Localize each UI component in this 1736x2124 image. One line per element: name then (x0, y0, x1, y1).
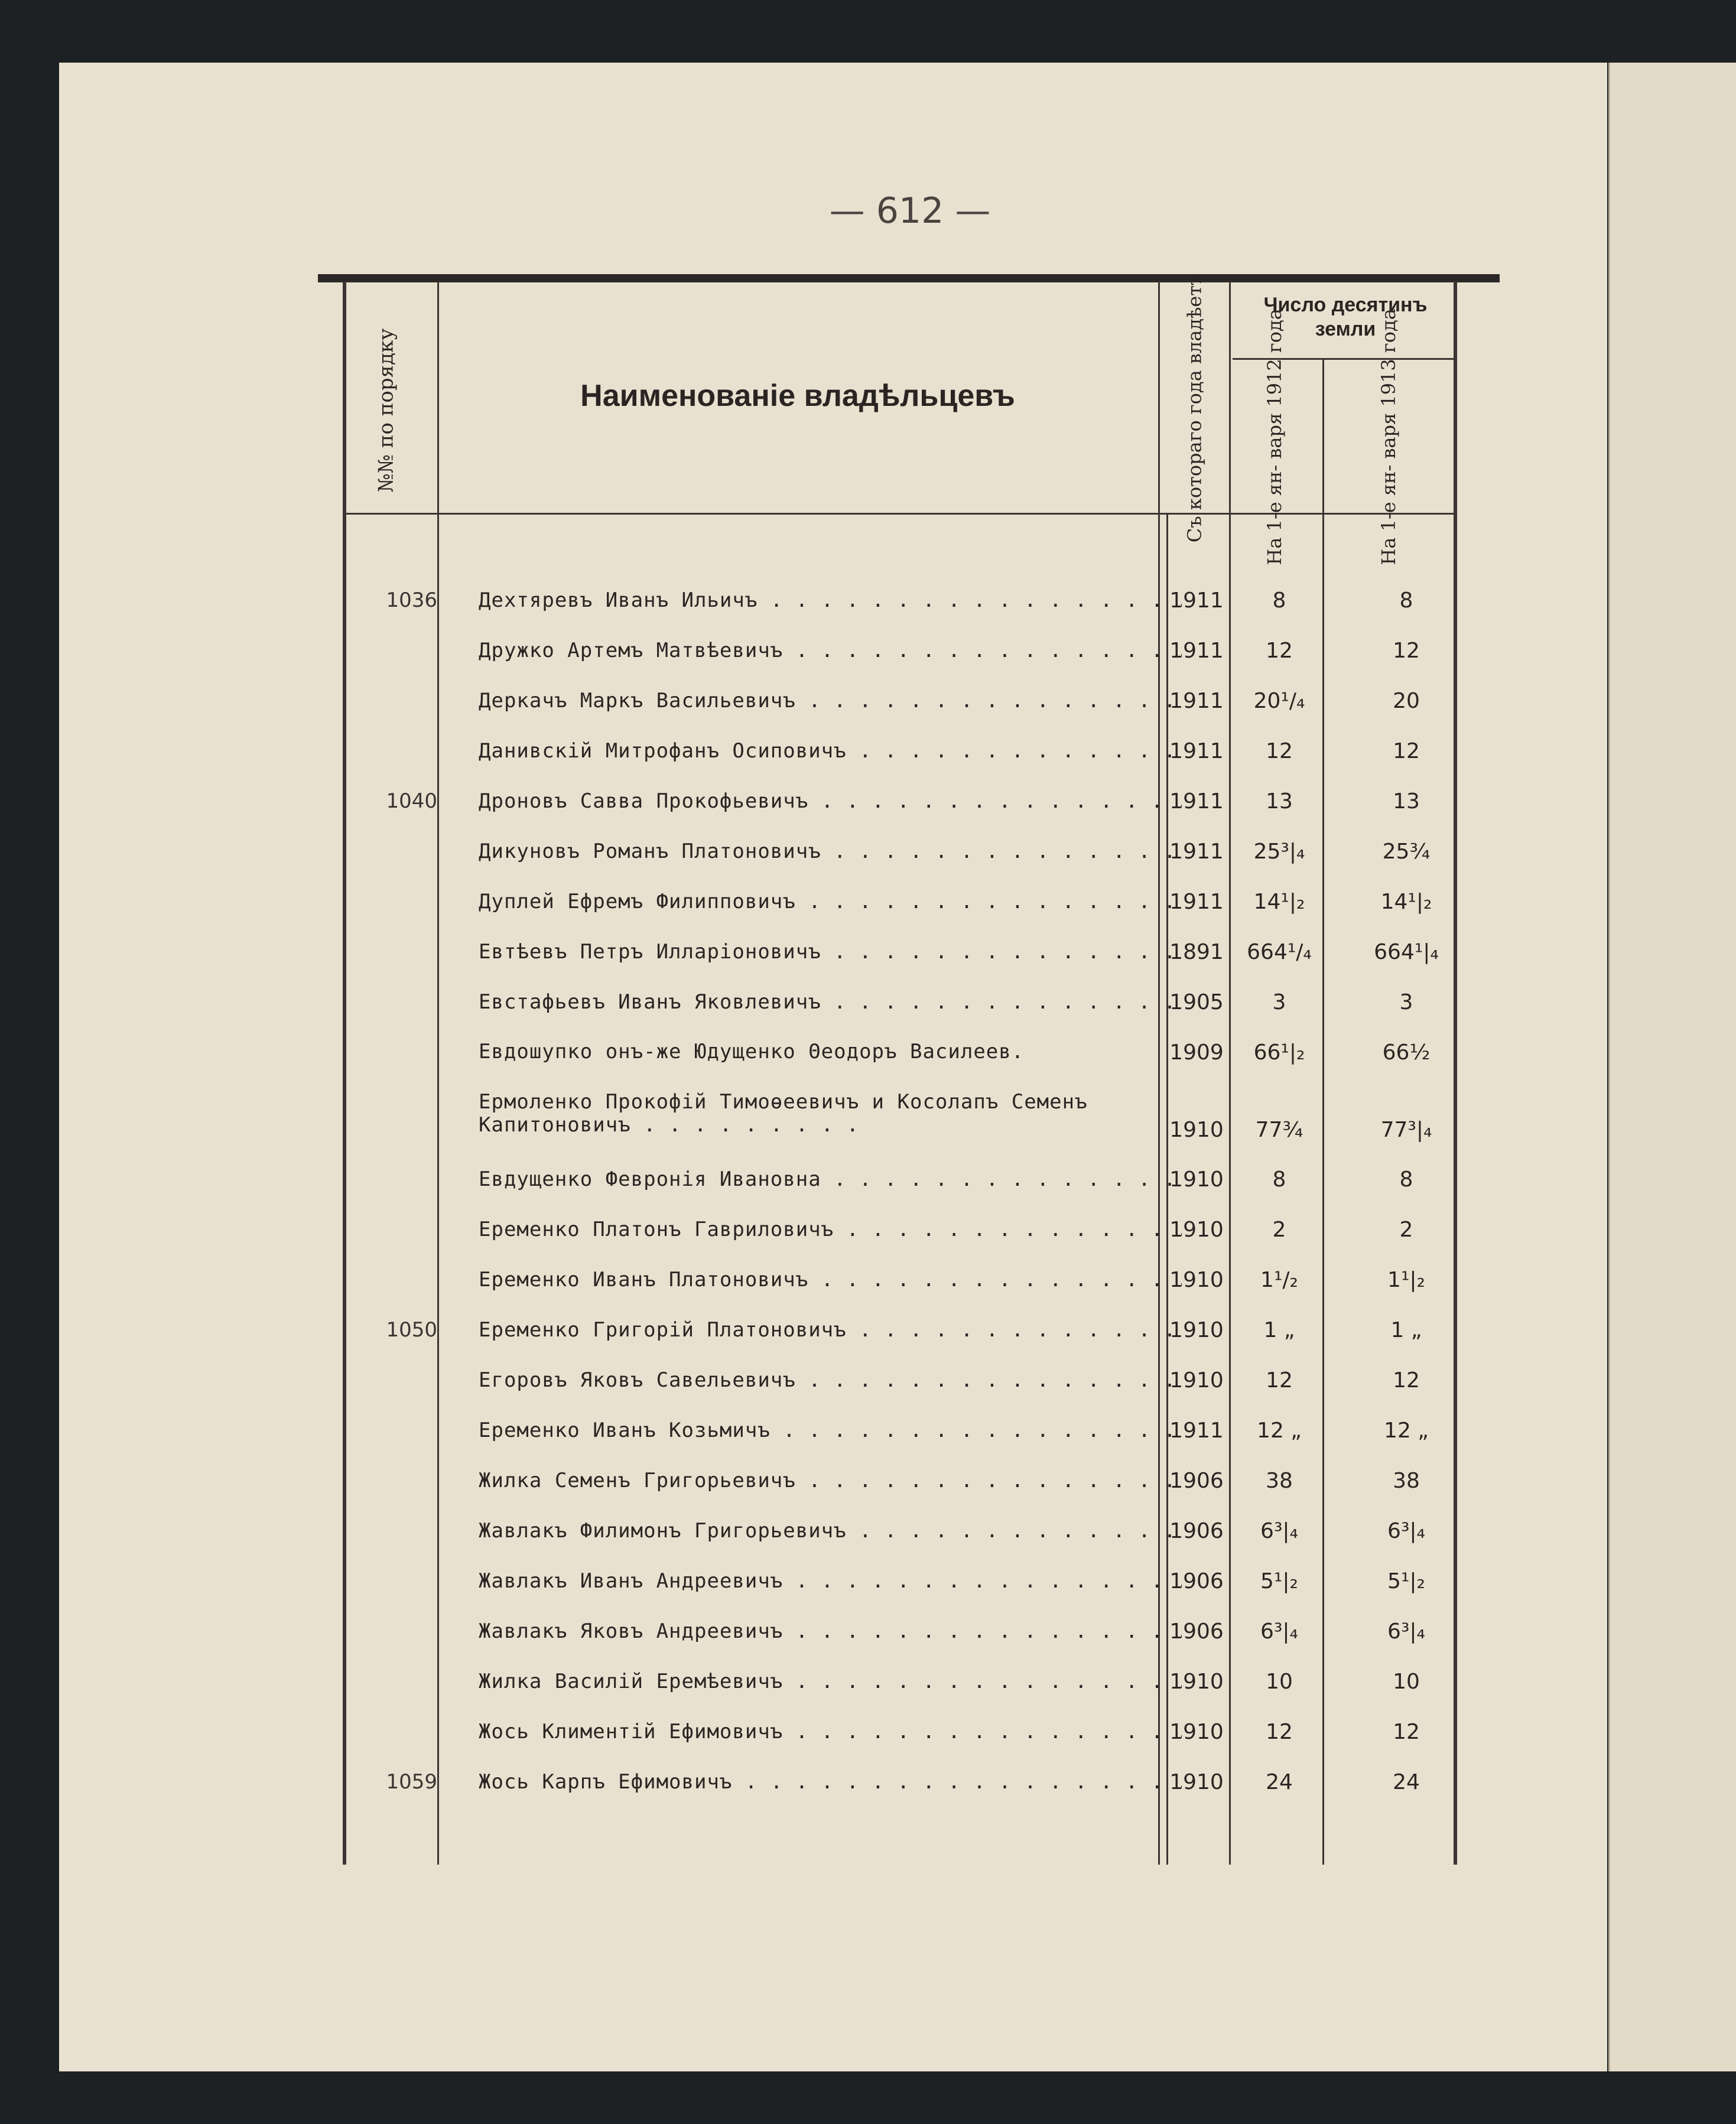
table-row (331, 1091, 1454, 1150)
since-year: 1906 (1169, 1519, 1224, 1543)
area-1913: 25¾ (1382, 840, 1431, 864)
area-1913: 8 (1399, 1167, 1413, 1192)
since-year: 1910 (1169, 1268, 1224, 1292)
table-row (331, 1569, 1454, 1616)
area-1912: 38 (1266, 1469, 1293, 1493)
area-1913: 12 (1393, 1720, 1420, 1744)
table-row (331, 840, 1454, 887)
table-row (331, 1268, 1454, 1315)
area-1912: 14¹|₂ (1253, 890, 1305, 914)
row-number: 1059 (386, 1770, 437, 1794)
since-year: 1911 (1169, 639, 1224, 663)
since-year: 1911 (1169, 1419, 1224, 1443)
owner-name: Жавлакъ Филимонъ Григорьевичъ . . . (479, 1519, 1182, 1543)
header-number-col: №№ по порядку (374, 328, 398, 493)
table-row (331, 1368, 1454, 1416)
area-1913: 10 (1393, 1670, 1420, 1694)
table-row (331, 1519, 1454, 1566)
area-1912: 24 (1266, 1770, 1293, 1794)
owner-name: Еременко Платонъ Гавриловичъ . . . (479, 1218, 1182, 1241)
since-year: 1911 (1169, 789, 1224, 814)
since-year: 1910 (1169, 1318, 1224, 1342)
header-area-col: Число десятинъ земли (1263, 294, 1428, 340)
area-1912: 664¹/₄ (1247, 940, 1312, 964)
area-1912: 25³|₄ (1253, 840, 1305, 864)
owner-name: Жилка Семенъ Григорьевичъ . . . (479, 1469, 1182, 1492)
area-1912: 12 (1266, 639, 1293, 663)
area-1913: 6³|₄ (1387, 1619, 1425, 1644)
row-number: 1050 (386, 1318, 437, 1342)
area-1913: 77³|₄ (1380, 1118, 1432, 1142)
area-1913: 12 (1393, 639, 1420, 663)
since-year: 1910 (1169, 1167, 1224, 1192)
since-year: 1910 (1169, 1770, 1224, 1794)
area-1913: 14¹|₂ (1380, 890, 1432, 914)
area-1913: 6³|₄ (1387, 1519, 1425, 1543)
owner-name: Егоровъ Яковъ Савельевичъ . . . (479, 1368, 1182, 1392)
header-year-col: Съ котораго года владѣетъ (1183, 273, 1206, 542)
owner-name: Жавлакъ Иванъ Андреевичъ . . . (479, 1569, 1182, 1593)
table-row (331, 1419, 1454, 1466)
owner-name: Евдошупко онъ-же Юдущенко Θеодоръ Василеев. (479, 1040, 1025, 1063)
owner-name: Жось Карпъ Ефимовичъ . . . (479, 1770, 1182, 1794)
owner-name: Дехтяревъ Иванъ Ильичъ . . . (479, 588, 1182, 612)
since-year: 1911 (1169, 689, 1224, 713)
table-row (331, 1318, 1454, 1365)
since-year: 1909 (1169, 1040, 1224, 1065)
table-row (331, 1167, 1454, 1215)
since-year: 1906 (1169, 1619, 1224, 1644)
area-1912: 6³|₄ (1260, 1519, 1298, 1543)
area-1913: 12 (1393, 1368, 1420, 1393)
table-row (331, 1619, 1454, 1667)
row-number: 1036 (386, 588, 437, 612)
area-1912: 13 (1266, 789, 1293, 814)
table-row (331, 689, 1454, 736)
since-year: 1906 (1169, 1469, 1224, 1493)
area-1913: 5¹|₂ (1387, 1569, 1425, 1593)
header-owners-col: Наименованіе владѣльцевъ (580, 379, 1015, 413)
area-1913: 1¹|₂ (1387, 1268, 1425, 1292)
since-year: 1911 (1169, 739, 1224, 763)
area-1912: 1 „ (1263, 1318, 1295, 1342)
area-1913: 8 (1399, 588, 1413, 613)
area-1913: 66½ (1382, 1040, 1431, 1065)
owner-name: Ермоленко Прокофій Тимоѳеевичъ и Косолапъ Семенъ Капитоновичъ . . . . . . . . . (479, 1091, 1088, 1137)
owner-name: Дружко Артемъ Матвѣевичъ . . . (479, 639, 1182, 662)
since-year: 1906 (1169, 1569, 1224, 1593)
table-row (331, 890, 1454, 937)
owner-name: Дикуновъ Романъ Платоновичъ . . . (479, 840, 1182, 863)
owner-name: Дуплей Ефремъ Филипповичъ . . . (479, 890, 1182, 913)
area-1913: 13 (1393, 789, 1420, 814)
table-row (331, 1670, 1454, 1717)
area-1912: 12 (1266, 1368, 1293, 1393)
owner-name: Жось Климентій Ефимовичъ . . . (479, 1720, 1182, 1744)
table-row (331, 1469, 1454, 1516)
table-right-border (1454, 281, 1457, 1865)
owner-name: Евстафьевъ Иванъ Яковлевичъ . . . (479, 990, 1182, 1014)
since-year: 1910 (1169, 1670, 1224, 1694)
owner-name: Данивскій Митрофанъ Осиповичъ . . . (479, 739, 1182, 763)
area-1913: 3 (1399, 990, 1413, 1014)
owner-name: Евтѣевъ Петръ Илларіоновичъ . . . (479, 940, 1182, 964)
area-1912: 2 (1272, 1218, 1286, 1242)
since-year: 1891 (1169, 940, 1224, 964)
area-1912: 5¹|₂ (1260, 1569, 1298, 1593)
table-top-rule (318, 274, 1500, 282)
page-number: — 612 — (829, 190, 991, 232)
area-1912: 77¾ (1255, 1118, 1303, 1142)
owner-name: Деркачъ Маркъ Васильевичъ . . . (479, 689, 1182, 713)
area-1913: 24 (1393, 1770, 1420, 1794)
table-row (331, 739, 1454, 786)
table-row (331, 789, 1454, 837)
owner-name: Дроновъ Савва Прокофьевичъ . . . (479, 789, 1182, 813)
area-1912: 8 (1272, 1167, 1286, 1192)
since-year: 1911 (1169, 890, 1224, 914)
header-bottom-rule (343, 513, 1454, 515)
adjacent-page-edge (1608, 63, 1736, 2071)
owner-name: Еременко Иванъ Платоновичъ . . . (479, 1268, 1182, 1292)
table-row (331, 940, 1454, 987)
area-1912: 12 (1266, 739, 1293, 763)
area-1913: 664¹|₄ (1374, 940, 1439, 964)
since-year: 1911 (1169, 840, 1224, 864)
area-1913: 2 (1399, 1218, 1413, 1242)
header-1912-col: На 1-е ян- варя 1912 года (1263, 308, 1286, 565)
row-number: 1040 (386, 789, 437, 813)
area-1912: 10 (1266, 1670, 1293, 1694)
area-1912: 1¹/₂ (1260, 1268, 1298, 1292)
owner-name: Еременко Иванъ Козьмичъ . . . (479, 1419, 1182, 1442)
area-1912: 66¹|₂ (1253, 1040, 1305, 1065)
area-1913: 12 „ (1384, 1419, 1429, 1443)
since-year: 1911 (1169, 588, 1224, 613)
area-1912: 6³|₄ (1260, 1619, 1298, 1644)
since-year: 1910 (1169, 1218, 1224, 1242)
table-row (331, 1720, 1454, 1767)
owner-name: Жилка Василій Еремѣевичъ . . . (479, 1670, 1182, 1693)
table-row (331, 1218, 1454, 1265)
area-1913: 1 „ (1390, 1318, 1422, 1342)
since-year: 1910 (1169, 1720, 1224, 1744)
area-1912: 12 „ (1257, 1419, 1302, 1443)
area-1912: 20¹/₄ (1253, 689, 1305, 713)
area-1912: 12 (1266, 1720, 1293, 1744)
table-row (331, 639, 1454, 686)
since-year: 1905 (1169, 990, 1224, 1014)
area-1913: 12 (1393, 739, 1420, 763)
header-1913-col: На 1-е ян- варя 1913 года (1377, 308, 1400, 565)
table-row (331, 1770, 1454, 1817)
area-1912: 8 (1272, 588, 1286, 613)
since-year: 1910 (1169, 1118, 1224, 1142)
area-1913: 38 (1393, 1469, 1420, 1493)
owner-name: Жавлакъ Яковъ Андреевичъ . . . (479, 1619, 1182, 1643)
owner-name: Евдущенко Февронія Ивановна . . . (479, 1167, 1182, 1191)
since-year: 1910 (1169, 1368, 1224, 1393)
area-1913: 20 (1393, 689, 1420, 713)
owner-name: Еременко Григорій Платоновичъ . . . (479, 1318, 1182, 1342)
table-row (331, 990, 1454, 1037)
table-row (331, 588, 1454, 636)
area-1912: 3 (1272, 990, 1286, 1014)
